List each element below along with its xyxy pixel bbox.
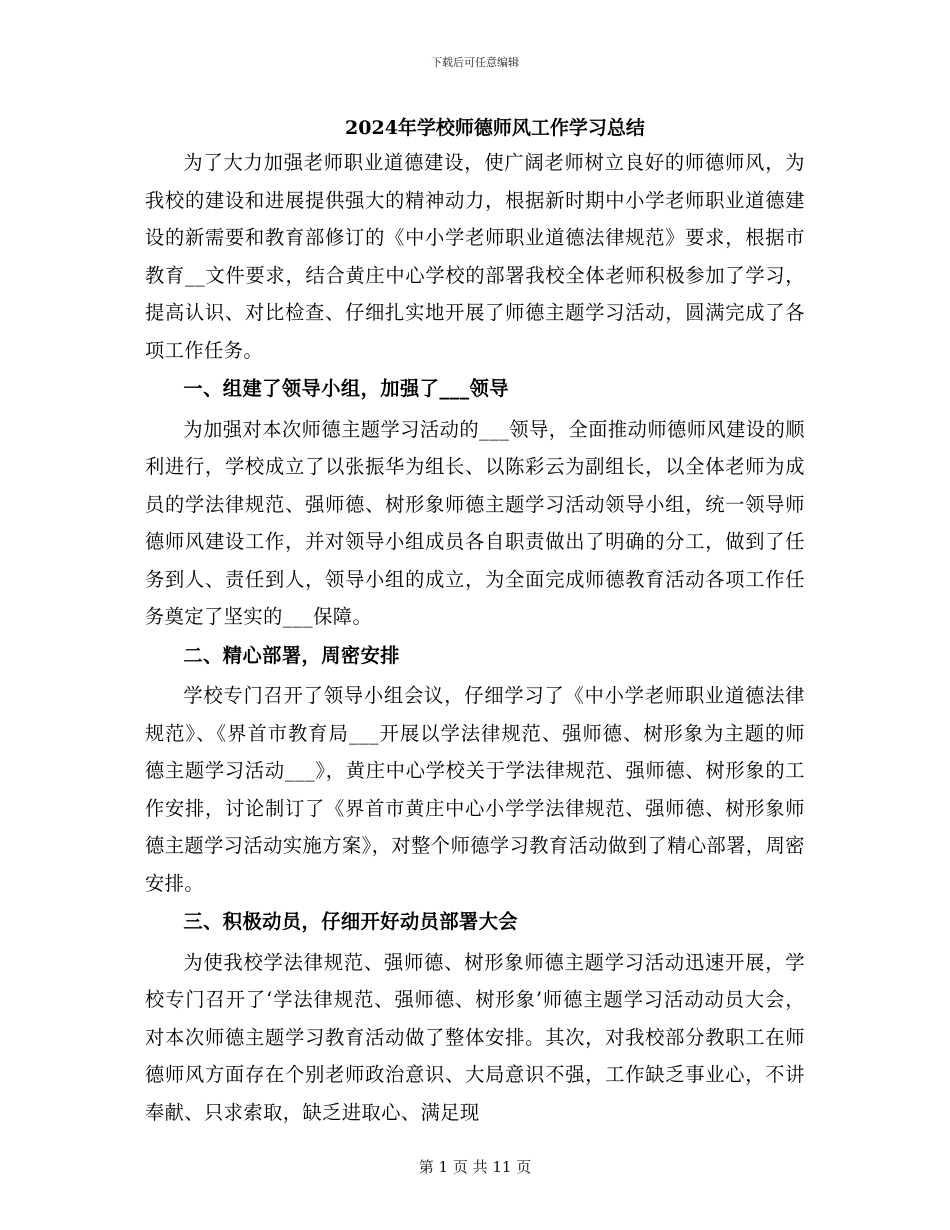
document-body	[145, 112, 805, 1131]
section-1	[145, 370, 805, 636]
section-3	[145, 903, 805, 1131]
section-heading: 三、积极动员，仔细开好动员部署大会	[183, 910, 519, 933]
section-2	[145, 637, 805, 903]
section-body: 学校专门召开了领导小组会议，仔细学习了《中小学老师职业道德法律规范》、《界首市教育局___开展以学法律规范、强师德、树形象为主题的师德主题学习活动___》，黄庄中心学校关于学法律规范、强师德、树形象的工作安排，讨论制订了《界首市黄庄中心小学学法律规范、强师德、树形象师德主题学习活动实施方案》，对整个师德学习教育活动做到了精心部署，周密安排。	[145, 684, 805, 895]
section-heading: 一、组建了领导小组，加强了___领导	[183, 377, 509, 400]
document-title: 2024年学校师德师风工作学习总结	[345, 117, 645, 139]
page-footer: 第 1 页 共 11 页	[418, 1158, 532, 1176]
section-body: 为加强对本次师德主题学习活动的___领导，全面推动师德师风建设的顺利进行，学校成立了以张振华为组长、以陈彩云为副组长，以全体老师为成员的学法律规范、强师德、树形象师德主题学习活动领导小组，统一领导师德师风建设工作，并对领导小组成员各自职责做出了明确的分工，做到了任务到人、责任到人，领导小组的成立，为全面完成师德教育活动各项工作任务奠定了坚实的___保障。	[145, 417, 805, 628]
header-note: 下载后可任意编辑	[431, 56, 519, 69]
intro-paragraph: 为了大力加强老师职业道德建设，使广阔老师树立良好的师德师风，为我校的建设和进展提供强大的精神动力，根据新时期中小学老师职业道德建设的新需要和教育部修订的《中小学老师职业道德法律规范》要求，根据市教育__文件要求，结合黄庄中心学校的部署我校全体老师积极参加了学习，提高认识、对比检查、仔细扎实地开展了师德主题学习活动，圆满完成了各项工作任务。	[145, 151, 805, 362]
section-heading: 二、精心部署，周密安排	[183, 643, 400, 667]
section-body: 为使我校学法律规范、强师德、树形象师德主题学习活动迅速开展，学校专门召开了‘学法律规范、强师德、树形象’师德主题学习活动动员大会，对本次师德主题学习教育活动做了整体安排。其次，对我校部分教职工在师德师风方面存在个别老师政治意识、大局意识不强，工作缺乏事业心，不讲奉献、只求索取，缺乏进取心、满足现	[145, 950, 805, 1124]
